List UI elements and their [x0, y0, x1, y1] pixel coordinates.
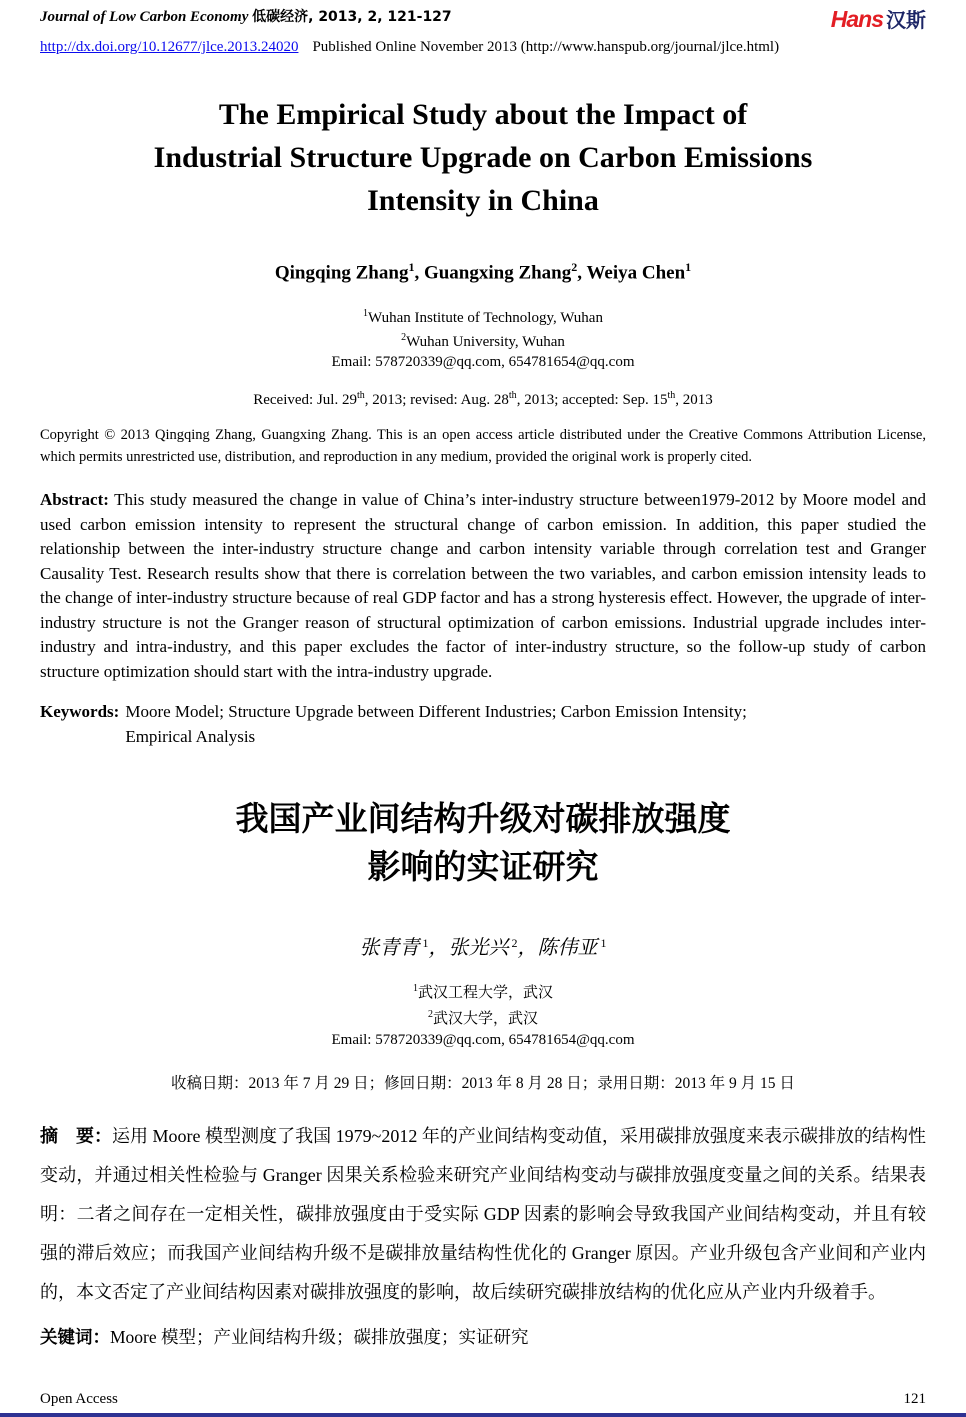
title-line-3: Intensity in China [367, 184, 599, 217]
abstract-text: This study measured the change in value of China’s inter-industry structure between1979-2012 by Moore model and used carbon emission intensity to represent the structural change of carbon emission. In addition, this paper studied the relationship between the inter-industry structure change and carbon intensity variable through correlation test and Granger Causality Test. Research results show that there is correlation between the two variables, and carbon emission intensity leads to the change of inter-industry structure because of real GDP factor and has a strong hysteresis effect. However, the upgrade of inter-industry structure is not the Granger reason of structural optimization of carbon emissions. Industrial upgrade includes inter-industry and intra-industry, and this paper excludes the factor of inter-industry structure, so the follow-up study of carbon structure optimization should start with the intra-industry upgrade. [40, 490, 926, 681]
ordinal-sup: th [667, 390, 676, 402]
keywords-line-1: Moore Model; Structure Upgrade between Different Industries; Carbon Emission Intensity; [125, 702, 747, 722]
author-affil-sup: 1 [600, 935, 607, 950]
received-text: , 2013; revised: Aug. 28 [364, 392, 509, 409]
author-name: 张青青 [359, 937, 420, 960]
abstract-en [40, 488, 926, 684]
hans-logo-latin: Hans [830, 6, 883, 32]
abstract-text-cn: 运用 Moore 模型测度了我国 1979~2012 年的产业间结构变动值，采用碳排放强度来表示碳排放的结构性变动，并通过相关性检验与 Granger 因果关系检验来研究产业间结构变动与碳排放强度变量之间的关系。结果表明：二者之间存在一定相关性，碳排放强度由于受实际 GDP 因素的影响会导致我国产业间结构变动，并且有较强的滞后效应；而我国产业间结构升级不是碳排放量结构性优化的 Granger 原因。产业升级包含产业间和产业内的，本文否定了产业间结构因素对碳排放强度的影响，故后续研究碳排放结构的优化应从产业内升级着手。 [40, 1126, 926, 1303]
affil-text: Wuhan Institute of Technology, Wuhan [368, 310, 603, 327]
keywords-cn [40, 1324, 926, 1349]
affiliations-en [40, 304, 926, 372]
author-separator: , [577, 262, 587, 284]
ordinal-sup: th [356, 390, 365, 402]
author-name: Weiya Chen [586, 262, 686, 284]
hans-logo [831, 8, 926, 34]
author-separator: ， [428, 937, 449, 960]
dates-line-cn: 收稿日期：2013 年 7 月 29 日；修回日期：2013 年 8 月 28 日；录用日期：2013 年 9 月 15 日 [171, 1075, 795, 1093]
hans-logo-chinese: 汉斯 [886, 8, 926, 32]
abstract-label-cn: 摘 要： [40, 1126, 113, 1148]
authors-line-en [40, 260, 926, 284]
affiliation-line [40, 1004, 926, 1030]
affil-text: Wuhan University, Wuhan [406, 334, 565, 351]
journal-issue: 低碳经济, 2013, 2, 121-127 [252, 9, 452, 25]
affiliation-line [40, 304, 926, 328]
author-separator: , [414, 262, 424, 284]
affiliation-line [40, 328, 926, 352]
author-affil-sup: 1 [422, 935, 429, 950]
journal-info [40, 8, 452, 27]
title-line-1: The Empirical Study about the Impact of [218, 98, 748, 131]
cn-title-line-1: 我国产业间结构升级对碳排放强度 [235, 799, 731, 839]
received-text: Received: Jul. 29 [253, 392, 357, 409]
page-footer [40, 1391, 926, 1408]
keywords-text [125, 700, 746, 749]
email-line: Email: 578720339@qq.com, 654781654@qq.com [331, 354, 635, 371]
affil-sup: 2 [427, 1009, 433, 1021]
abstract-label: Abstract: [40, 490, 109, 510]
doi-line [40, 37, 926, 57]
page-number: 121 [903, 1391, 926, 1407]
affil-sup: 1 [412, 983, 418, 995]
cn-title-line-2: 影响的实证研究 [367, 847, 599, 887]
journal-name: Journal of Low Carbon Economy [40, 9, 249, 25]
journal-header [40, 8, 926, 34]
copyright-notice: Copyright © 2013 Qingqing Zhang, Guangxing Zhang. This is an open access article distributed under the Creative Commons Attribution License, which permits unrestricted use, distribution, and reproduction in any medium, provided the original work is properly cited. [40, 427, 926, 465]
author-affil-sup: 1 [685, 260, 692, 274]
article-title-en [40, 93, 926, 222]
author-name: Qingqing Zhang [274, 262, 409, 284]
keywords-label: Keywords: [40, 702, 120, 722]
keywords-label-cn: 关键词： [40, 1328, 110, 1349]
ordinal-sup: th [508, 390, 517, 402]
authors-line-cn [40, 931, 926, 960]
keywords-line-2: Empirical Analysis [125, 726, 256, 746]
affil-text: 武汉大学，武汉 [432, 1011, 538, 1028]
received-text: , 2013 [675, 392, 713, 409]
affil-sup: 2 [401, 332, 407, 344]
received-text: , 2013; accepted: Sep. 15 [516, 392, 668, 409]
keywords-text-cn: Moore 模型；产业间结构升级；碳排放强度；实证研究 [110, 1327, 529, 1348]
article-title-cn [40, 795, 926, 891]
doi-link[interactable]: http://dx.doi.org/10.12677/jlce.2013.24020 [40, 39, 299, 55]
footer-rule-bar [0, 1413, 966, 1417]
author-separator: ， [517, 937, 538, 960]
author-affil-sup: 2 [571, 260, 578, 274]
author-affil-sup: 1 [408, 260, 415, 274]
author-name: 张光兴 [448, 937, 509, 960]
affil-text: 武汉工程大学，武汉 [417, 985, 553, 1002]
received-line [40, 390, 926, 409]
published-note: Published Online November 2013 (http://www.hanspub.org/journal/jlce.html) [312, 39, 780, 55]
email-line: Email: 578720339@qq.com, 654781654@qq.com [331, 1032, 635, 1049]
abstract-cn [40, 1117, 926, 1312]
author-affil-sup: 2 [511, 935, 518, 950]
author-name: 陈伟亚 [537, 937, 598, 960]
author-name: Guangxing Zhang [423, 262, 572, 284]
title-line-2: Industrial Structure Upgrade on Carbon Emissions [153, 141, 813, 174]
open-access-label: Open Access [40, 1391, 118, 1407]
affil-sup: 1 [363, 308, 369, 320]
affiliation-line [40, 978, 926, 1004]
affiliations-cn [40, 978, 926, 1051]
keywords-en [40, 700, 926, 749]
